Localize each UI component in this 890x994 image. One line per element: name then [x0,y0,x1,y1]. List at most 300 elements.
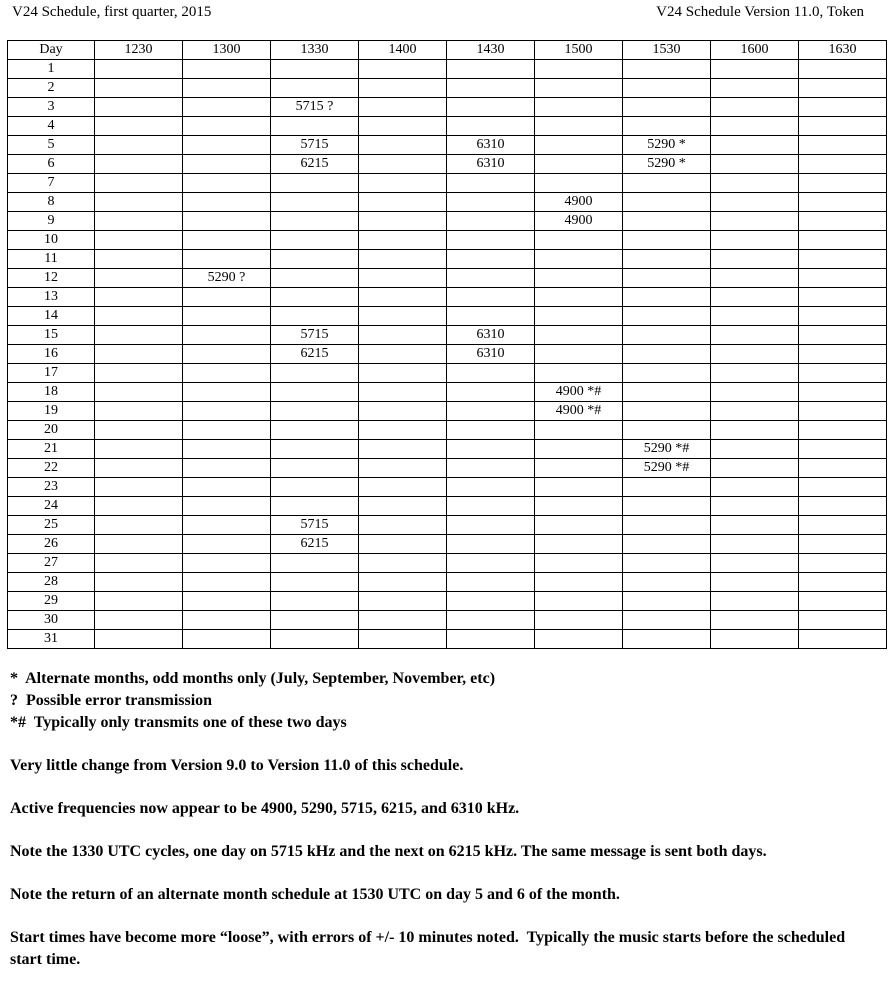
frequency-cell: 4900 *# [535,383,623,402]
frequency-cell [95,535,183,554]
frequency-cell [799,288,887,307]
frequency-cell [535,630,623,649]
day-cell: 24 [8,497,95,516]
frequency-cell [711,307,799,326]
frequency-cell [183,592,271,611]
frequency-cell [447,440,535,459]
frequency-cell [623,535,711,554]
frequency-cell [623,478,711,497]
day-cell: 19 [8,402,95,421]
frequency-cell [535,60,623,79]
frequency-cell: 6215 [271,155,359,174]
frequency-cell [447,402,535,421]
frequency-cell [183,345,271,364]
column-header-time: 1530 [623,41,711,60]
day-cell: 10 [8,231,95,250]
frequency-cell [271,193,359,212]
frequency-cell [711,440,799,459]
frequency-cell [711,155,799,174]
frequency-cell: 5290 ? [183,269,271,288]
frequency-cell [359,611,447,630]
frequency-cell [799,421,887,440]
frequency-cell [95,516,183,535]
frequency-cell [359,478,447,497]
document-version: V24 Schedule Version 11.0, Token [656,4,864,20]
frequency-cell [95,478,183,497]
frequency-cell [447,269,535,288]
frequency-cell [183,174,271,193]
table-row [8,250,887,269]
frequency-cell [799,79,887,98]
frequency-cell [623,98,711,117]
frequency-cell [623,60,711,79]
frequency-cell [535,421,623,440]
frequency-cell [95,459,183,478]
frequency-cell [799,136,887,155]
frequency-cell [271,630,359,649]
day-cell: 7 [8,174,95,193]
frequency-cell [711,345,799,364]
frequency-cell [95,402,183,421]
frequency-cell [183,288,271,307]
frequency-cell [711,326,799,345]
frequency-cell [799,98,887,117]
table-row [8,193,887,212]
frequency-cell [447,117,535,136]
legend-possible-error: ? Possible error transmission [10,692,213,709]
frequency-cell [799,269,887,288]
frequency-cell [95,79,183,98]
frequency-cell [271,478,359,497]
frequency-cell [623,212,711,231]
frequency-cell [271,231,359,250]
frequency-cell [271,497,359,516]
schedule-table [7,40,887,649]
frequency-cell [535,155,623,174]
frequency-cell [535,98,623,117]
table-row [8,60,887,79]
column-header-day: Day [8,41,95,60]
frequency-cell [535,440,623,459]
frequency-cell [711,231,799,250]
frequency-cell [271,250,359,269]
frequency-cell [535,497,623,516]
frequency-cell [359,79,447,98]
day-cell: 29 [8,592,95,611]
frequency-cell [359,288,447,307]
frequency-cell [535,516,623,535]
frequency-cell [359,383,447,402]
frequency-cell [359,193,447,212]
frequency-cell [95,611,183,630]
table-row [8,554,887,573]
table-row [8,459,887,478]
table-row [8,345,887,364]
frequency-cell [623,307,711,326]
frequency-cell [623,592,711,611]
frequency-cell: 4900 [535,212,623,231]
frequency-cell [711,592,799,611]
day-cell: 18 [8,383,95,402]
frequency-cell [799,497,887,516]
frequency-cell [535,79,623,98]
frequency-cell [183,212,271,231]
frequency-cell: 5715 [271,136,359,155]
table-row [8,611,887,630]
frequency-cell [447,497,535,516]
frequency-cell [447,79,535,98]
frequency-cell [183,136,271,155]
frequency-cell [271,269,359,288]
frequency-cell [711,630,799,649]
frequency-cell [447,535,535,554]
day-cell: 13 [8,288,95,307]
frequency-cell [359,573,447,592]
day-cell: 4 [8,117,95,136]
frequency-cell [799,250,887,269]
frequency-cell [535,231,623,250]
frequency-cell: 5290 * [623,136,711,155]
frequency-cell [799,478,887,497]
frequency-cell [711,535,799,554]
frequency-cell [95,307,183,326]
frequency-cell [623,402,711,421]
frequency-cell [623,193,711,212]
frequency-cell [799,440,887,459]
frequency-cell [623,117,711,136]
day-cell: 16 [8,345,95,364]
frequency-cell [95,60,183,79]
note-1330-cycles: Note the 1330 UTC cycles, one day on 5715 kHz and the next on 6215 kHz. The same message is sent both days. [10,843,767,860]
table-row [8,212,887,231]
frequency-cell: 6310 [447,136,535,155]
frequency-cell [535,592,623,611]
frequency-cell: 5290 *# [623,440,711,459]
table-row [8,478,887,497]
frequency-cell [359,174,447,193]
frequency-cell [711,421,799,440]
frequency-cell [711,174,799,193]
table-row [8,288,887,307]
frequency-cell [535,117,623,136]
frequency-cell [535,136,623,155]
column-header-time: 1400 [359,41,447,60]
table-row [8,155,887,174]
frequency-cell [359,535,447,554]
table-row [8,98,887,117]
frequency-cell [271,307,359,326]
day-cell: 21 [8,440,95,459]
day-cell: 14 [8,307,95,326]
frequency-cell [271,79,359,98]
frequency-cell [359,250,447,269]
frequency-cell [623,364,711,383]
frequency-cell [183,459,271,478]
frequency-cell [447,212,535,231]
frequency-cell [799,611,887,630]
day-cell: 2 [8,79,95,98]
frequency-cell [535,250,623,269]
frequency-cell [183,611,271,630]
frequency-cell [359,402,447,421]
frequency-cell [447,592,535,611]
frequency-cell [95,592,183,611]
day-cell: 6 [8,155,95,174]
frequency-cell [711,402,799,421]
frequency-cell [183,554,271,573]
day-cell: 28 [8,573,95,592]
day-cell: 30 [8,611,95,630]
frequency-cell [799,117,887,136]
frequency-cell [271,288,359,307]
document-title: V24 Schedule, first quarter, 2015 [12,4,212,20]
frequency-cell [447,611,535,630]
frequency-cell: 6215 [271,345,359,364]
frequency-cell [799,307,887,326]
table-row [8,307,887,326]
frequency-cell [95,269,183,288]
frequency-cell [623,345,711,364]
day-cell: 12 [8,269,95,288]
frequency-cell: 5715 [271,516,359,535]
frequency-cell [623,497,711,516]
frequency-cell [799,535,887,554]
frequency-cell [623,174,711,193]
frequency-cell [183,98,271,117]
frequency-cell [183,440,271,459]
legend-odd-months: * Alternate months, odd months only (July, September, November, etc) [10,670,496,687]
table-row [8,117,887,136]
frequency-cell [271,60,359,79]
frequency-cell [183,535,271,554]
frequency-cell [359,98,447,117]
frequency-cell [271,174,359,193]
frequency-cell [95,345,183,364]
frequency-cell [271,117,359,136]
frequency-cell [711,364,799,383]
day-cell: 23 [8,478,95,497]
frequency-cell [95,364,183,383]
frequency-cell [183,516,271,535]
frequency-cell [623,516,711,535]
day-cell: 17 [8,364,95,383]
frequency-cell [535,345,623,364]
frequency-cell [271,364,359,383]
frequency-cell [359,440,447,459]
table-row [8,592,887,611]
frequency-cell [359,326,447,345]
frequency-cell [799,345,887,364]
frequency-cell [95,440,183,459]
frequency-cell [359,136,447,155]
table-header-row [8,41,887,60]
frequency-cell [95,383,183,402]
frequency-cell [183,60,271,79]
frequency-cell [183,573,271,592]
frequency-cell [799,630,887,649]
frequency-cell [447,516,535,535]
table-row [8,516,887,535]
frequency-cell [183,326,271,345]
frequency-cell [447,250,535,269]
frequency-cell [183,421,271,440]
frequency-cell [535,326,623,345]
frequency-cell [95,193,183,212]
frequency-cell [447,60,535,79]
frequency-cell [623,231,711,250]
frequency-cell: 6215 [271,535,359,554]
frequency-cell [799,383,887,402]
frequency-cell [623,250,711,269]
frequency-cell [359,117,447,136]
frequency-cell [271,459,359,478]
frequency-cell [799,516,887,535]
table-row [8,402,887,421]
table-row [8,573,887,592]
frequency-cell [271,383,359,402]
frequency-cell [711,79,799,98]
frequency-cell [799,212,887,231]
frequency-cell [95,630,183,649]
column-header-time: 1500 [535,41,623,60]
note-start-times: Start times have become more “loose”, with errors of +/- 10 minutes noted. Typically the music starts before the scheduled start time. [10,929,850,968]
frequency-cell [183,193,271,212]
frequency-cell [799,231,887,250]
frequency-cell [711,516,799,535]
frequency-cell [95,326,183,345]
frequency-cell [183,497,271,516]
frequency-cell [535,573,623,592]
frequency-cell [95,231,183,250]
frequency-cell [447,421,535,440]
frequency-cell [447,573,535,592]
frequency-cell [711,554,799,573]
frequency-cell [447,193,535,212]
frequency-cell [359,345,447,364]
frequency-cell [711,98,799,117]
frequency-cell [183,307,271,326]
frequency-cell: 5715 [271,326,359,345]
frequency-cell [447,554,535,573]
frequency-cell: 5715 ? [271,98,359,117]
column-header-time: 1300 [183,41,271,60]
frequency-cell [95,174,183,193]
frequency-cell [183,155,271,174]
column-header-time: 1600 [711,41,799,60]
frequency-cell [447,288,535,307]
day-cell: 20 [8,421,95,440]
frequency-cell [711,383,799,402]
frequency-cell [535,459,623,478]
frequency-cell: 5290 * [623,155,711,174]
frequency-cell [711,497,799,516]
frequency-cell [271,554,359,573]
frequency-cell [447,174,535,193]
frequency-cell [95,117,183,136]
frequency-cell [799,364,887,383]
frequency-cell [799,592,887,611]
frequency-cell [359,307,447,326]
frequency-cell [183,364,271,383]
frequency-cell [183,630,271,649]
frequency-cell [535,307,623,326]
frequency-cell [95,497,183,516]
frequency-cell: 5290 *# [623,459,711,478]
day-cell: 22 [8,459,95,478]
column-header-time: 1630 [799,41,887,60]
note-alternate-month: Note the return of an alternate month schedule at 1530 UTC on day 5 and 6 of the month. [10,886,620,903]
frequency-cell [359,269,447,288]
frequency-cell [623,421,711,440]
frequency-cell [447,98,535,117]
frequency-cell [623,383,711,402]
frequency-cell [711,478,799,497]
frequency-cell: 6310 [447,155,535,174]
table-row [8,421,887,440]
frequency-cell [711,573,799,592]
frequency-cell [95,155,183,174]
frequency-cell [183,402,271,421]
table-row [8,136,887,155]
frequency-cell [535,554,623,573]
frequency-cell [95,554,183,573]
frequency-cell: 4900 *# [535,402,623,421]
frequency-cell [359,592,447,611]
frequency-cell [535,611,623,630]
day-cell: 11 [8,250,95,269]
table-row [8,440,887,459]
frequency-cell [359,554,447,573]
table-body [8,60,887,649]
frequency-cell [183,117,271,136]
frequency-cell [359,155,447,174]
table-row [8,630,887,649]
note-version-change: Very little change from Version 9.0 to Version 11.0 of this schedule. [10,757,464,774]
day-cell: 27 [8,554,95,573]
frequency-cell [95,573,183,592]
column-header-time: 1230 [95,41,183,60]
frequency-cell [359,630,447,649]
day-cell: 15 [8,326,95,345]
day-cell: 9 [8,212,95,231]
column-header-time: 1430 [447,41,535,60]
frequency-cell [447,383,535,402]
frequency-cell [535,174,623,193]
day-cell: 5 [8,136,95,155]
frequency-cell [799,554,887,573]
day-cell: 26 [8,535,95,554]
table-row [8,364,887,383]
frequency-cell [95,98,183,117]
table-row [8,497,887,516]
frequency-cell [623,79,711,98]
frequency-cell [799,326,887,345]
frequency-cell [447,364,535,383]
frequency-cell [183,383,271,402]
frequency-cell [447,459,535,478]
frequency-cell [271,592,359,611]
frequency-cell [535,535,623,554]
frequency-cell [799,193,887,212]
frequency-cell [271,440,359,459]
frequency-cell [359,212,447,231]
frequency-cell [359,421,447,440]
frequency-cell [711,459,799,478]
frequency-cell [359,364,447,383]
frequency-cell [271,573,359,592]
frequency-cell [359,516,447,535]
table-row [8,231,887,250]
